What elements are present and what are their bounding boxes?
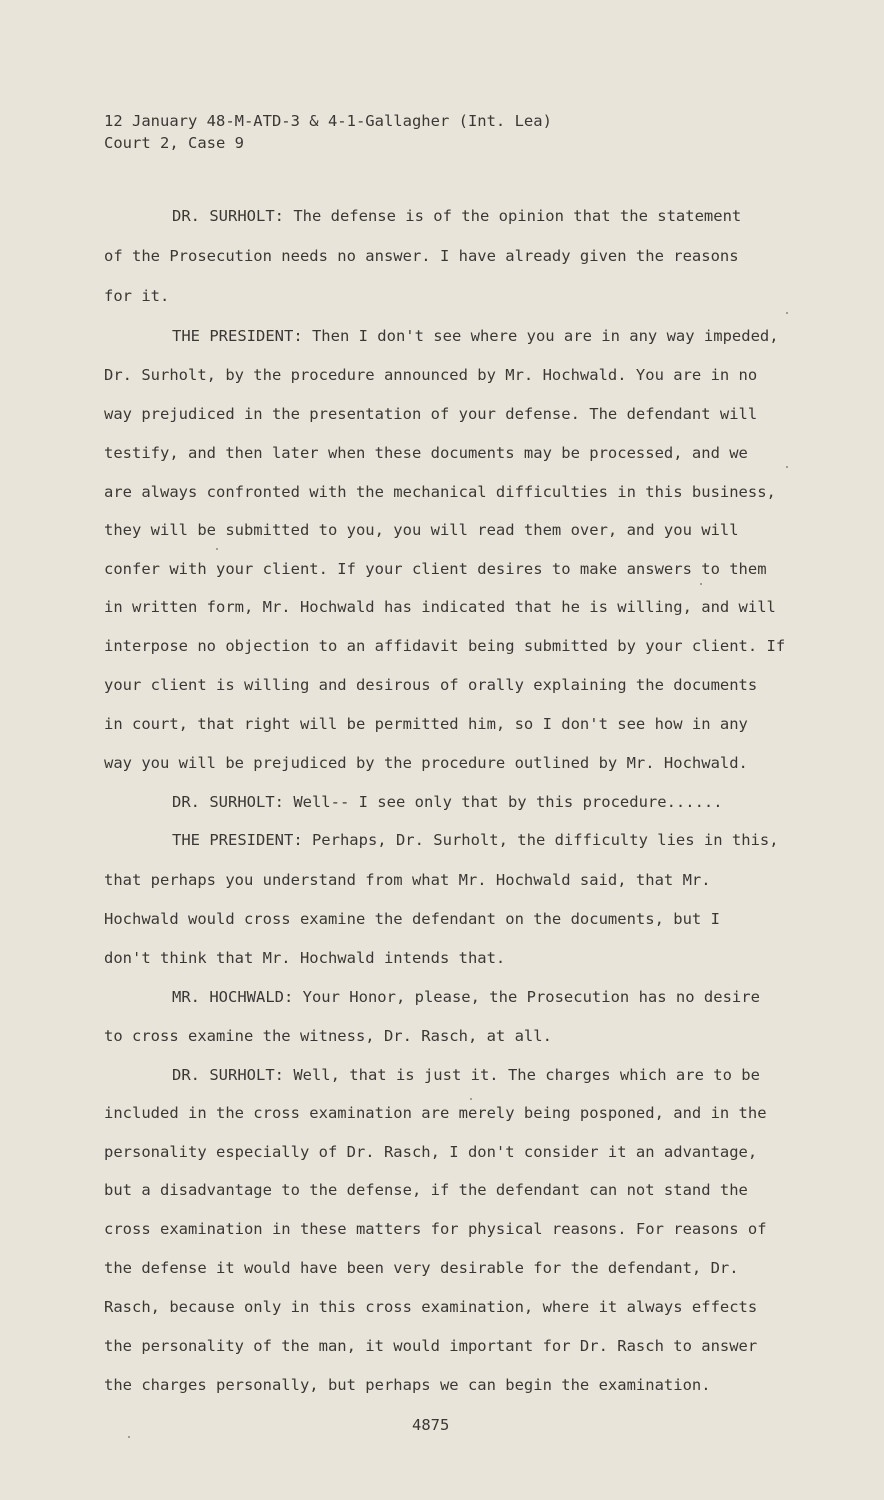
text-line: DR. SURHOLT: Well-- I see only that by this procedure......: [172, 793, 723, 811]
text-line: Rasch, because only in this cross examination, where it always effects: [104, 1298, 758, 1316]
text-line: DR. SURHOLT: Well, that is just it. The charges which are to be: [172, 1066, 760, 1084]
text-line: way you will be prejudiced by the procedure outlined by Mr. Hochwald.: [104, 754, 748, 772]
text-line: confer with your client. If your client desires to make answers to them: [104, 560, 767, 578]
paper-speck: [786, 312, 788, 314]
header-line-2: Court 2, Case 9: [104, 134, 244, 152]
text-line: way prejudiced in the presentation of your defense. The defendant will: [104, 405, 758, 423]
text-line: personality especially of Dr. Rasch, I don't consider it an advantage,: [104, 1143, 758, 1161]
text-line: Dr. Surholt, by the procedure announced by Mr. Hochwald. You are in no: [104, 366, 758, 384]
paper-speck: [700, 583, 702, 585]
text-line: in court, that right will be permitted him, so I don't see how in any: [104, 715, 748, 733]
text-line: the defense it would have been very desirable for the defendant, Dr.: [104, 1259, 739, 1277]
paper-speck: [786, 466, 788, 468]
text-line: THE PRESIDENT: Then I don't see where you are in any way impeded,: [172, 327, 779, 345]
page-number: 4875: [412, 1416, 450, 1434]
text-line: testify, and then later when these documents may be processed, and we: [104, 444, 748, 462]
text-line: but a disadvantage to the defense, if the defendant can not stand the: [104, 1181, 748, 1199]
text-line: included in the cross examination are merely being posponed, and in the: [104, 1104, 767, 1122]
text-line: the charges personally, but perhaps we can begin the examination.: [104, 1376, 711, 1394]
text-line: they will be submitted to you, you will read them over, and you will: [104, 521, 739, 539]
text-line: for it.: [104, 287, 170, 305]
text-line: the personality of the man, it would important for Dr. Rasch to answer: [104, 1337, 758, 1355]
text-line: are always confronted with the mechanical difficulties in this business,: [104, 483, 776, 501]
text-line: MR. HOCHWALD: Your Honor, please, the Prosecution has no desire: [172, 988, 760, 1006]
text-line: THE PRESIDENT: Perhaps, Dr. Surholt, the difficulty lies in this,: [172, 831, 779, 849]
text-line: that perhaps you understand from what Mr. Hochwald said, that Mr.: [104, 871, 711, 889]
header-line-1: 12 January 48-M-ATD-3 & 4-1-Gallagher (Int. Lea): [104, 112, 552, 130]
paper-speck: [128, 1436, 130, 1438]
paper-speck: [216, 548, 218, 550]
text-line: to cross examine the witness, Dr. Rasch, at all.: [104, 1027, 552, 1045]
text-line: don't think that Mr. Hochwald intends that.: [104, 949, 506, 967]
text-line: interpose no objection to an affidavit being submitted by your client. If: [104, 637, 786, 655]
text-line: in written form, Mr. Hochwald has indicated that he is willing, and will: [104, 598, 776, 616]
text-line: DR. SURHOLT: The defense is of the opinion that the statement: [172, 207, 742, 225]
text-line: cross examination in these matters for physical reasons. For reasons of: [104, 1220, 767, 1238]
paper-speck: [470, 1098, 472, 1100]
text-line: of the Prosecution needs no answer. I have already given the reasons: [104, 247, 739, 265]
text-line: Hochwald would cross examine the defendant on the documents, but I: [104, 910, 720, 928]
text-line: your client is willing and desirous of orally explaining the documents: [104, 676, 758, 694]
